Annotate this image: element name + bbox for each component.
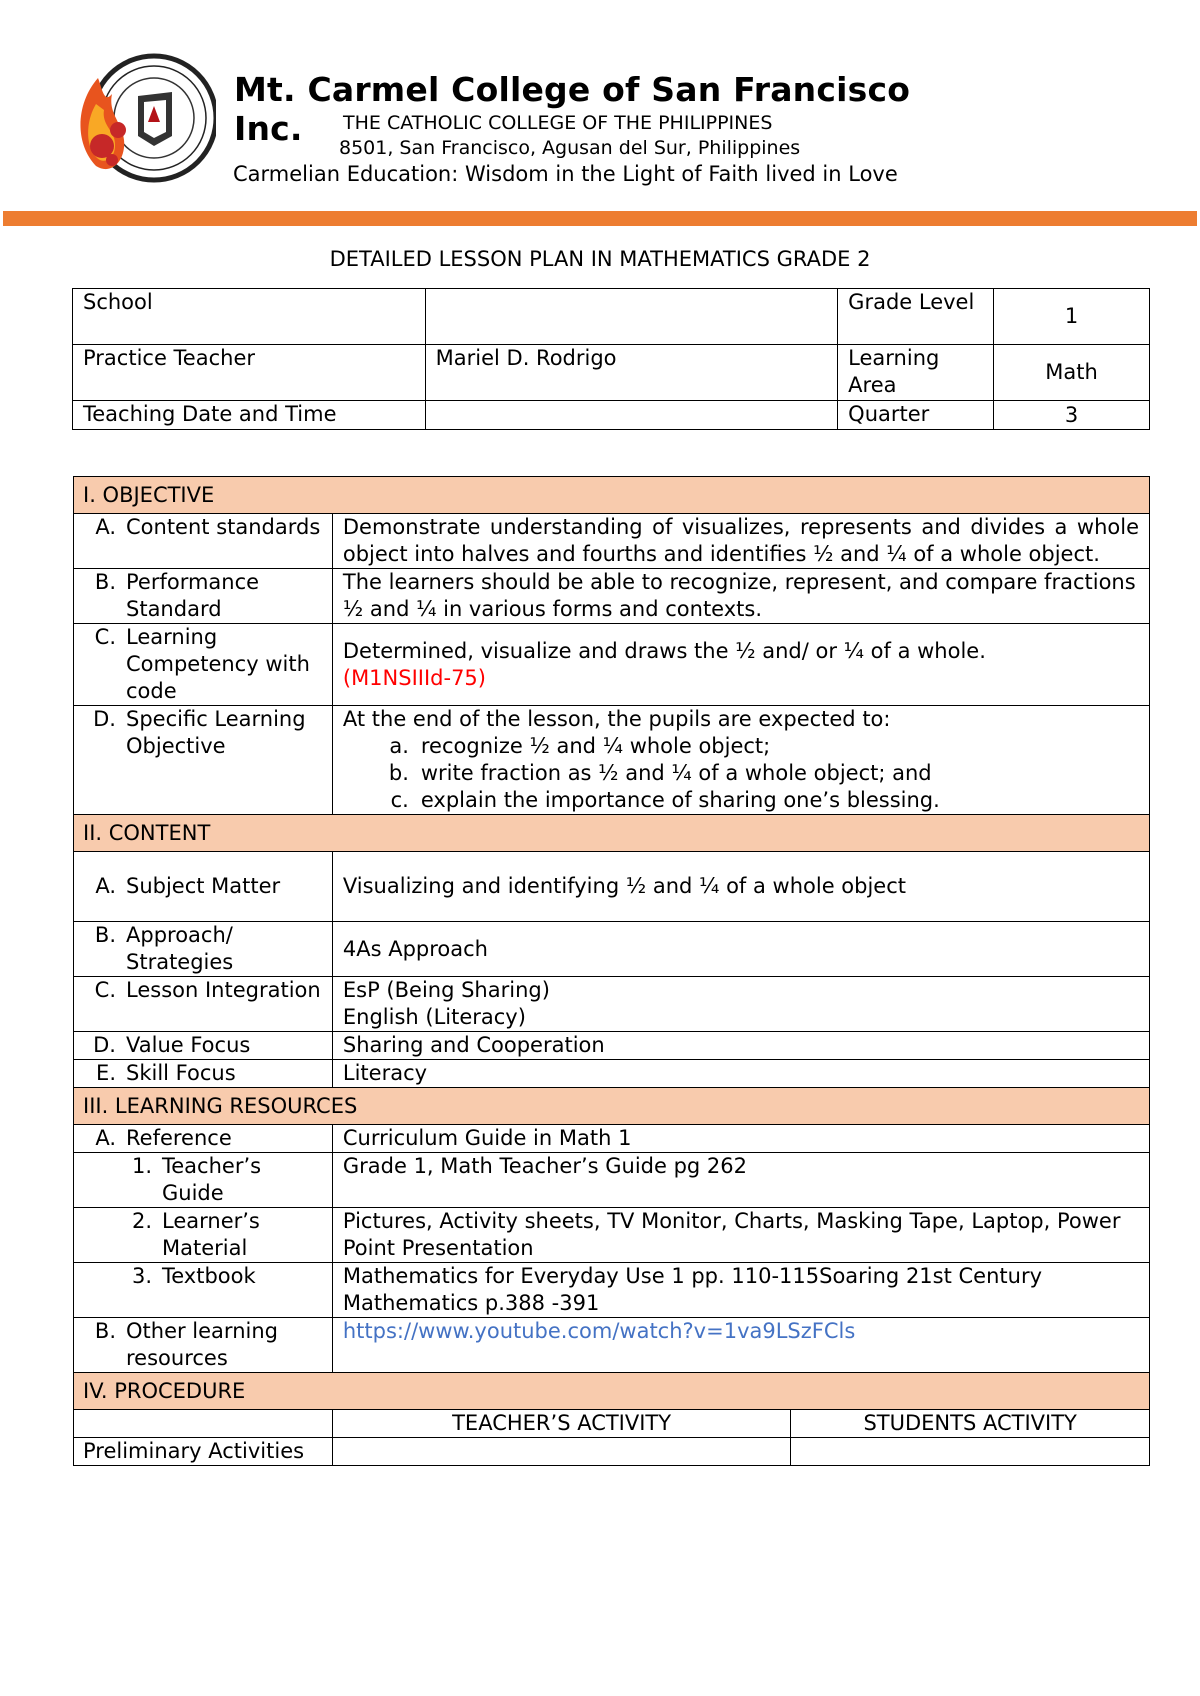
list-item <box>343 787 1139 814</box>
list-item-text: explain the importance of sharing one’s blessing. <box>420 788 940 812</box>
procedure-heading: IV. PROCEDURE <box>74 1373 1150 1410</box>
item-marker: B. <box>94 570 116 594</box>
grade-level-label: Grade Level <box>838 289 994 345</box>
teachers-guide-row <box>74 1153 1150 1208</box>
list-marker: b. <box>388 761 409 785</box>
row-label: Content standards <box>126 515 321 539</box>
item-marker: D. <box>93 707 116 731</box>
content-heading: II. CONTENT <box>74 815 1150 852</box>
lesson-integration-value: EsP (Being Sharing) <box>342 978 550 1002</box>
quarter-label: Quarter <box>838 401 994 430</box>
row-label: Teacher’s Guide <box>162 1154 262 1205</box>
lesson-integration-row <box>74 977 1150 1032</box>
row-label: Learning Competency with code <box>126 625 310 703</box>
learning-area-label: Learning Area <box>838 345 994 401</box>
learning-area-value: Math <box>994 345 1150 401</box>
skill-focus-value: Literacy <box>332 1060 1149 1088</box>
learners-material-row <box>74 1208 1150 1263</box>
row-label: Performance Standard <box>126 570 260 621</box>
learning-competency-row <box>74 624 1150 706</box>
objective-heading: I. OBJECTIVE <box>74 477 1150 514</box>
school-motto: Carmelian Education: Wisdom in the Light of Faith lived in Love <box>233 162 898 186</box>
reference-row <box>74 1125 1150 1153</box>
subject-matter-row <box>74 852 1150 922</box>
row-label: Other learning resources <box>126 1319 278 1370</box>
item-marker: A. <box>95 874 116 898</box>
performance-standard-value: The learners should be able to recognize, represent, and compare fractions ½ and ¼ in various forms and contexts. <box>332 569 1149 624</box>
objective-list <box>343 733 1139 814</box>
specific-objective-intro: At the end of the lesson, the pupils are expected to: <box>342 707 891 731</box>
skill-focus-row <box>74 1060 1150 1088</box>
item-marker: B. <box>94 923 116 947</box>
school-tagline: THE CATHOLIC COLLEGE OF THE PHILIPPINES <box>343 112 773 134</box>
info-table <box>72 288 1150 430</box>
item-marker: A. <box>95 1126 116 1150</box>
list-item-text: recognize ½ and ¼ whole object; <box>420 734 771 758</box>
item-marker: A. <box>95 515 116 539</box>
row-label: Lesson Integration <box>126 978 321 1002</box>
school-value <box>425 289 838 345</box>
learners-material-value: Pictures, Activity sheets, TV Monitor, Charts, Masking Tape, Laptop, Power Point Presentation <box>332 1208 1149 1263</box>
document-title: DETAILED LESSON PLAN IN MATHEMATICS GRADE 2 <box>329 247 871 271</box>
school-label: School <box>73 289 426 345</box>
list-item <box>343 760 1139 787</box>
list-item-text: write fraction as ½ and ¼ of a whole object; and <box>420 761 932 785</box>
lesson-plan-table <box>73 476 1150 1466</box>
value-focus-value: Sharing and Cooperation <box>332 1032 1149 1060</box>
school-address: 8501, San Francisco, Agusan del Sur, Philippines <box>339 137 801 159</box>
competency-code: (M1NSIIId-75) <box>342 665 486 690</box>
specific-objective-row <box>74 706 1150 815</box>
preliminary-activities-row <box>74 1438 1150 1466</box>
preliminary-activities-label: Preliminary Activities <box>74 1438 333 1466</box>
row-label: Reference <box>126 1126 232 1150</box>
practice-teacher-label: Practice Teacher <box>73 345 426 401</box>
practice-teacher-value: Mariel D. Rodrigo <box>425 345 838 401</box>
row-label: Skill Focus <box>126 1061 236 1085</box>
row-label: Specific Learning Objective <box>126 707 306 758</box>
row-label: Value Focus <box>126 1033 251 1057</box>
item-marker: C. <box>94 625 116 649</box>
textbook-row <box>74 1263 1150 1318</box>
item-marker: E. <box>96 1061 116 1085</box>
teaching-date-value <box>425 401 838 430</box>
grade-level-value: 1 <box>994 289 1150 345</box>
teachers-activity-header: TEACHER’S ACTIVITY <box>332 1410 790 1438</box>
reference-value: Curriculum Guide in Math 1 <box>332 1125 1149 1153</box>
textbook-value: Mathematics for Everyday Use 1 pp. 110-115Soaring 21st Century Mathematics p.388 -391 <box>332 1263 1149 1318</box>
content-standards-value: Demonstrate understanding of visualizes, represents and divides a whole object into halves and fourths and identifies ½ and ¼ of a whole object. <box>332 514 1149 569</box>
procedure-header-row <box>74 1410 1150 1438</box>
row-label: Subject Matter <box>126 874 281 898</box>
item-marker: 2. <box>131 1209 152 1233</box>
learning-competency-value: Determined, visualize and draws the ½ and/ or ¼ of a whole. <box>342 638 986 663</box>
item-marker: 3. <box>131 1264 152 1288</box>
student-activity-cell <box>791 1438 1150 1466</box>
row-label: Approach/ Strategies <box>126 923 234 974</box>
item-marker: D. <box>93 1033 116 1057</box>
students-activity-header: STUDENTS ACTIVITY <box>791 1410 1150 1438</box>
resources-heading: III. LEARNING RESOURCES <box>74 1088 1150 1125</box>
teacher-activity-cell <box>332 1438 790 1466</box>
procedure-blank-cell <box>74 1410 333 1438</box>
quarter-value: 3 <box>994 401 1150 430</box>
lesson-integration-value-2: English (Literacy) <box>342 1005 526 1029</box>
youtube-link[interactable]: https://www.youtube.com/watch?v=1va9LSzFCls <box>332 1318 1149 1373</box>
teaching-date-label: Teaching Date and Time <box>73 401 426 430</box>
list-item <box>343 733 1139 760</box>
teachers-guide-value: Grade 1, Math Teacher’s Guide pg 262 <box>332 1153 1149 1208</box>
content-standards-row <box>74 514 1150 569</box>
item-marker: C. <box>94 978 116 1002</box>
subject-matter-value: Visualizing and identifying ½ and ¼ of a whole object <box>332 852 1149 922</box>
row-label: Learner’s Material <box>162 1209 260 1260</box>
performance-standard-row <box>74 569 1150 624</box>
row-label: Textbook <box>162 1264 256 1288</box>
approach-row <box>74 922 1150 977</box>
list-marker: a. <box>389 734 409 758</box>
item-marker: 1. <box>131 1154 152 1178</box>
college-seal-logo <box>68 48 216 186</box>
item-marker: B. <box>94 1319 116 1343</box>
list-marker: c. <box>390 788 409 812</box>
other-resources-row <box>74 1318 1150 1373</box>
value-focus-row <box>74 1032 1150 1060</box>
header-divider-bar <box>3 211 1197 226</box>
school-name: Mt. Carmel College of San Francisco Inc. <box>234 70 911 148</box>
approach-value: 4As Approach <box>332 922 1149 977</box>
